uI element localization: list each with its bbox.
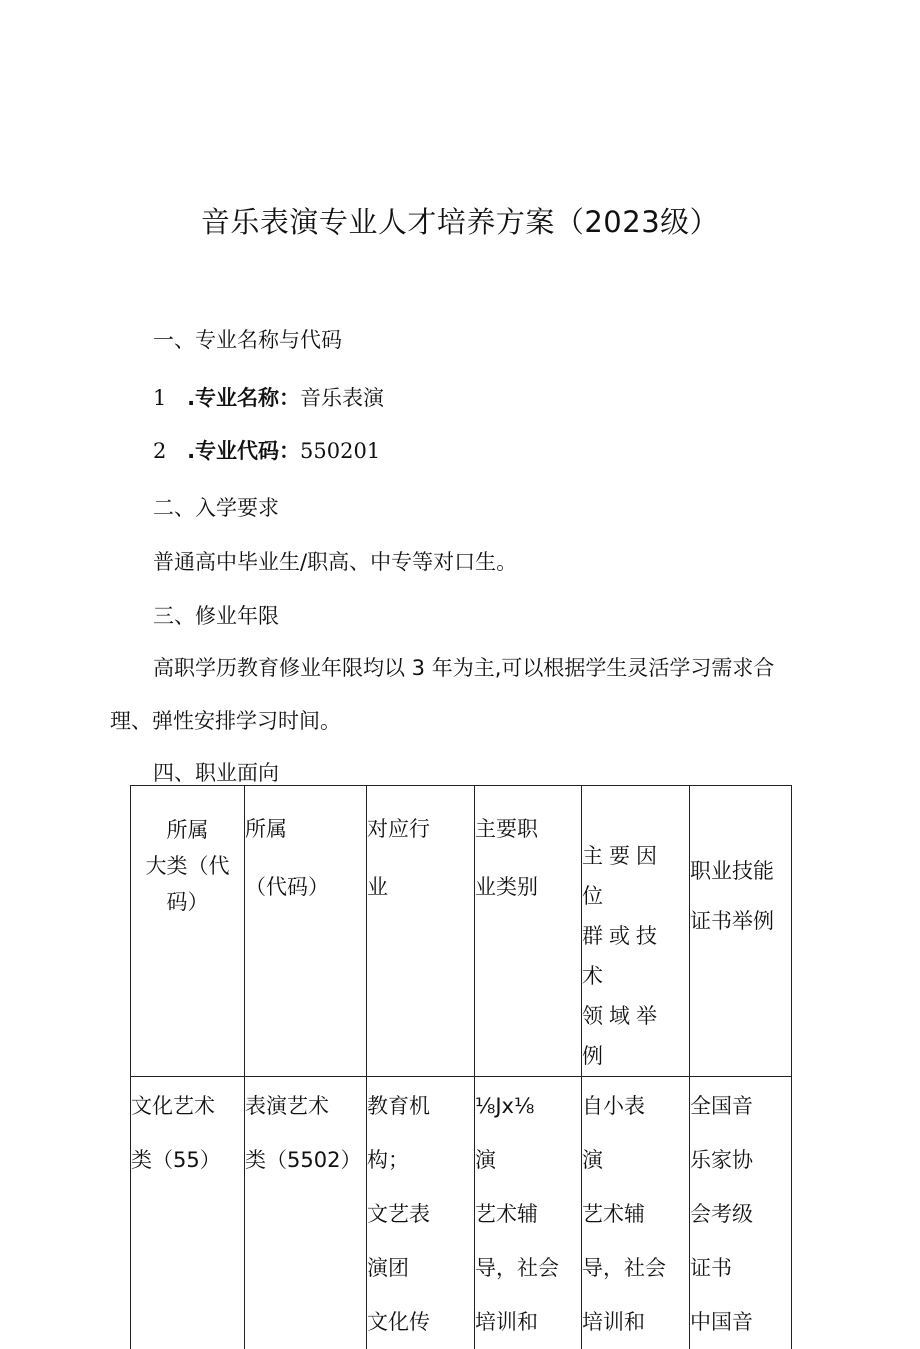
header-cell-subcategory: 所属 （代码） [245,786,367,1077]
major-name-line [153,382,384,412]
header-cell-category: 所属 大类（代 码） [131,786,245,1077]
section-heading-2: 二、入学要求 [153,492,279,522]
header-cell-industry: 对应行 业 [367,786,475,1077]
table-cell: 文化艺术 类（55） [131,1077,245,1349]
admission-text: 普通高中毕业生/职高、中专等对口生。 [153,546,517,576]
section-heading-1: 一、专业名称与代码 [153,324,342,354]
page-title: 音乐表演专业人才培养方案（2023级） [0,200,920,241]
major-code-line [153,435,380,465]
duration-text-line1: 高职学历教育修业年限均以 3 年为主,可以根据学生灵活学习需求合 [153,652,774,682]
table-row [131,1077,792,1349]
major-code-label: .专业代码： [187,439,300,463]
table-cell: 全国音 乐家协 会考级 证书 中国音 [690,1077,792,1349]
section-heading-3: 三、修业年限 [153,600,279,630]
career-orientation-table [130,785,792,1349]
item-number: 2 [153,439,166,463]
major-name-label: .专业名称： [187,386,300,410]
table-cell: 表演艺术 类（5502） [245,1077,367,1349]
duration-text-line2: 理、弹性安排学习时间。 [110,705,341,735]
header-cell-positions: 主要因位 群或技术 领域举例 [582,786,690,1077]
table-cell: 自小表 演 艺术辅 导，社会 培训和 [582,1077,690,1349]
major-name-value: 音乐表演 [300,386,384,410]
table-cell: ⅛Jx⅛ 演 艺术辅 导，社会 培训和 [475,1077,582,1349]
major-code-value: 550201 [300,439,380,463]
section-heading-4: 四、职业面向 [153,757,279,787]
header-cell-certificates: 职业技能 证书举例 [690,786,792,1077]
item-number: 1 [153,386,166,410]
header-cell-occupation: 主要职 业类别 [475,786,582,1077]
table-cell: 教育机 构； 文艺表 演团 文化传 [367,1077,475,1349]
table-header-row [131,786,792,1077]
